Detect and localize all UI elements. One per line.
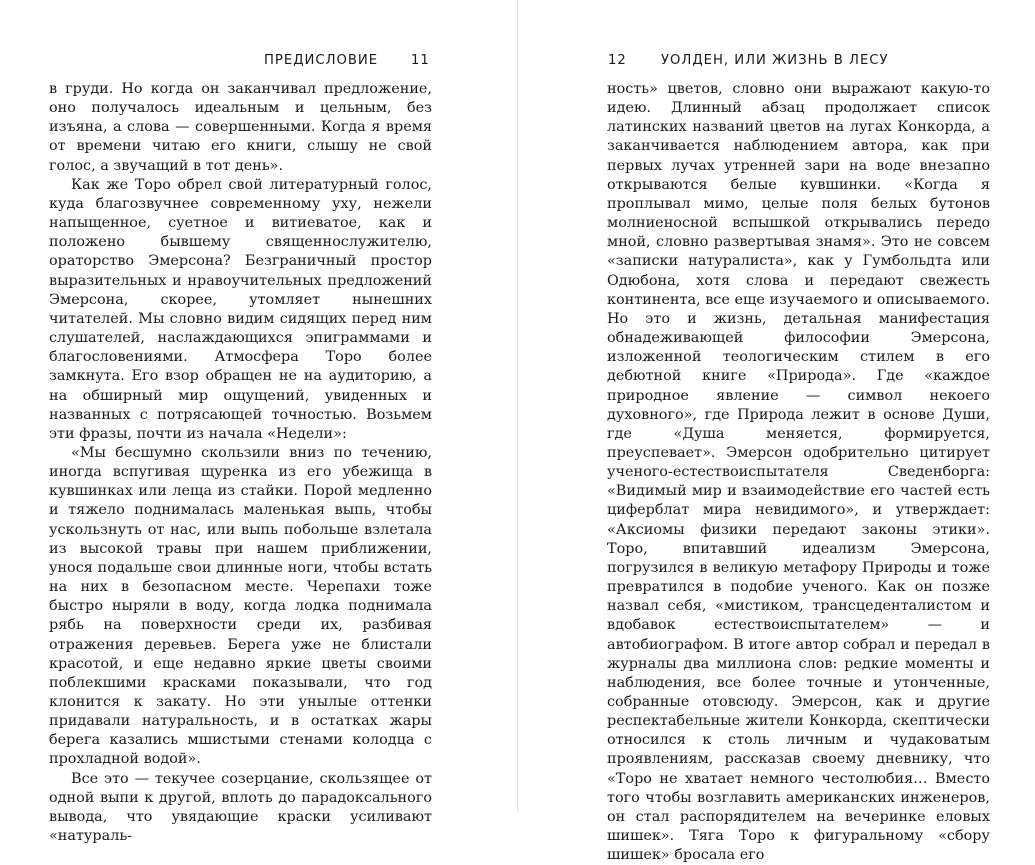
paragraph: «Мы бесшумно скользили вниз по течению, иногда вспугивая щуренка из его убежища в кувшинках или леща из стайки. Порой медленно и тяжело поднималась маленькая выпь, чтобы ускользнуть от нас, или выпь побольше взлетала из высокой травы при нашем приближении, унося подальше свои длинные ноги, чтобы встать на них в безопасном месте. Черепахи тоже быстро ныряли в воду, когда лодка поднимала рябь на поверхности среди их, разбивая отражения деревьев. Берега уже не блистали красотой, и еще недавно яркие цветы своими поблекшими красками показывали, что год клонится к закату. Но эти унылые оттенки придавали натуральность, и в остатках жары берега казались мшистыми стенами колодца с прохладной водой». bbox=[49, 444, 432, 768]
body-text bbox=[607, 80, 990, 865]
paragraph: в груди. Но когда он заканчивал предложение, оно получалось идеальным и цельным, без изъяна, а слова — совершенными. Когда я время от времени читаю его книги, слышу не свой голос, а звучащий в тот день». bbox=[49, 81, 432, 174]
left-page bbox=[0, 0, 517, 845]
right-page bbox=[518, 0, 1035, 864]
paragraph: Как же Торо обрел свой литературный голос, куда благозвучнее современному уху, нежели напыщенное, суетное и витиеватое, как и положено бывшему священнослужителю, ораторство Эмерсона? Безграничный простор выразительных и нравоучительных предложений Эмерсона, скорее, утомляет нынешних читателей. Мы словно видим сидящих перед ним слушателей, наслаждающихся эпиграммами и благословениями. Атмосфера Торо более замкнута. Его взор обращен не на аудиторию, а на обширный мир ощущений, увиденных и названных с потрясающей точностью. Возьмем эти фразы, почти из начала «Недели»: bbox=[49, 176, 432, 442]
paragraph: Все это — текучее созерцание, скользящее от одной выпи к другой, вплоть до парадоксального вывода, что увядающие краски усиливают «натураль- bbox=[49, 770, 432, 845]
paragraph: ность» цветов, словно они выражают какую-то идею. Длинный абзац продолжает список латинских названий цветов на лугах Конкорда, а заканчивается наблюдением автора, как при первых лучах утренней зари на воде внезапно открываются белые кувшинки. «Когда я проплывал мимо, целые поля белых бутонов молниеносной вспышкой открывались передо мной, словно развертывая знамя». Это не совсем «записки натуралиста», как у Гумбольдта или Одюбона, хотя слова и передают свежесть континента, все еще изучаемого и описываемого. Но это и жизнь, детальная манифестация обнадеживающей философии Эмерсона, изложенной теологическим стилем в его дебютной книге «Природа». Где «каждое природное явление — символ некоего духовного», где Природа лежит в основе Души, где «Душа меняется, формируется, преуспевает». Эмерсон одобрительно цитирует ученого-естествоиспытателя Сведенборга: «Видимый мир и взаимодействие его частей есть циферблат мира невидимого», и утверждает: «Аксиомы физики передают законы этики». Торо, впитавший идеализм Эмерсона, погрузился в великую метафору Природы и тоже превратился в подобие ученого. Как он позже назвал себя, «мистиком, трансцеденталистом и вдобавок естествоиспытателем» — и автобиографом. В итоге автор собрал и передал в журналы два миллиона слов: редкие моменты и наблюдения, все более точные и утонченные, собранные отовсюду. Эмерсон, как и другие респектабельные жители Конкорда, скептически относился к столь личным и чудаковатым проявлениям, рассказав своему дневнику, что «Торо не хватает немного честолюбия… Вместо того чтобы возглавить американских инженеров, он стал распорядителем на вечеринке еловых шишек». Тяга Торо к фигуральному «сбору шишек» бросала его bbox=[607, 81, 990, 864]
page-number: 11 bbox=[411, 53, 430, 68]
page-number: 12 bbox=[608, 53, 627, 68]
body-text bbox=[49, 80, 432, 846]
running-title: УОЛДЕН, ИЛИ ЖИЗНЬ В ЛЕСУ bbox=[661, 53, 889, 68]
running-title: ПРЕДИСЛОВИЕ bbox=[264, 53, 379, 68]
